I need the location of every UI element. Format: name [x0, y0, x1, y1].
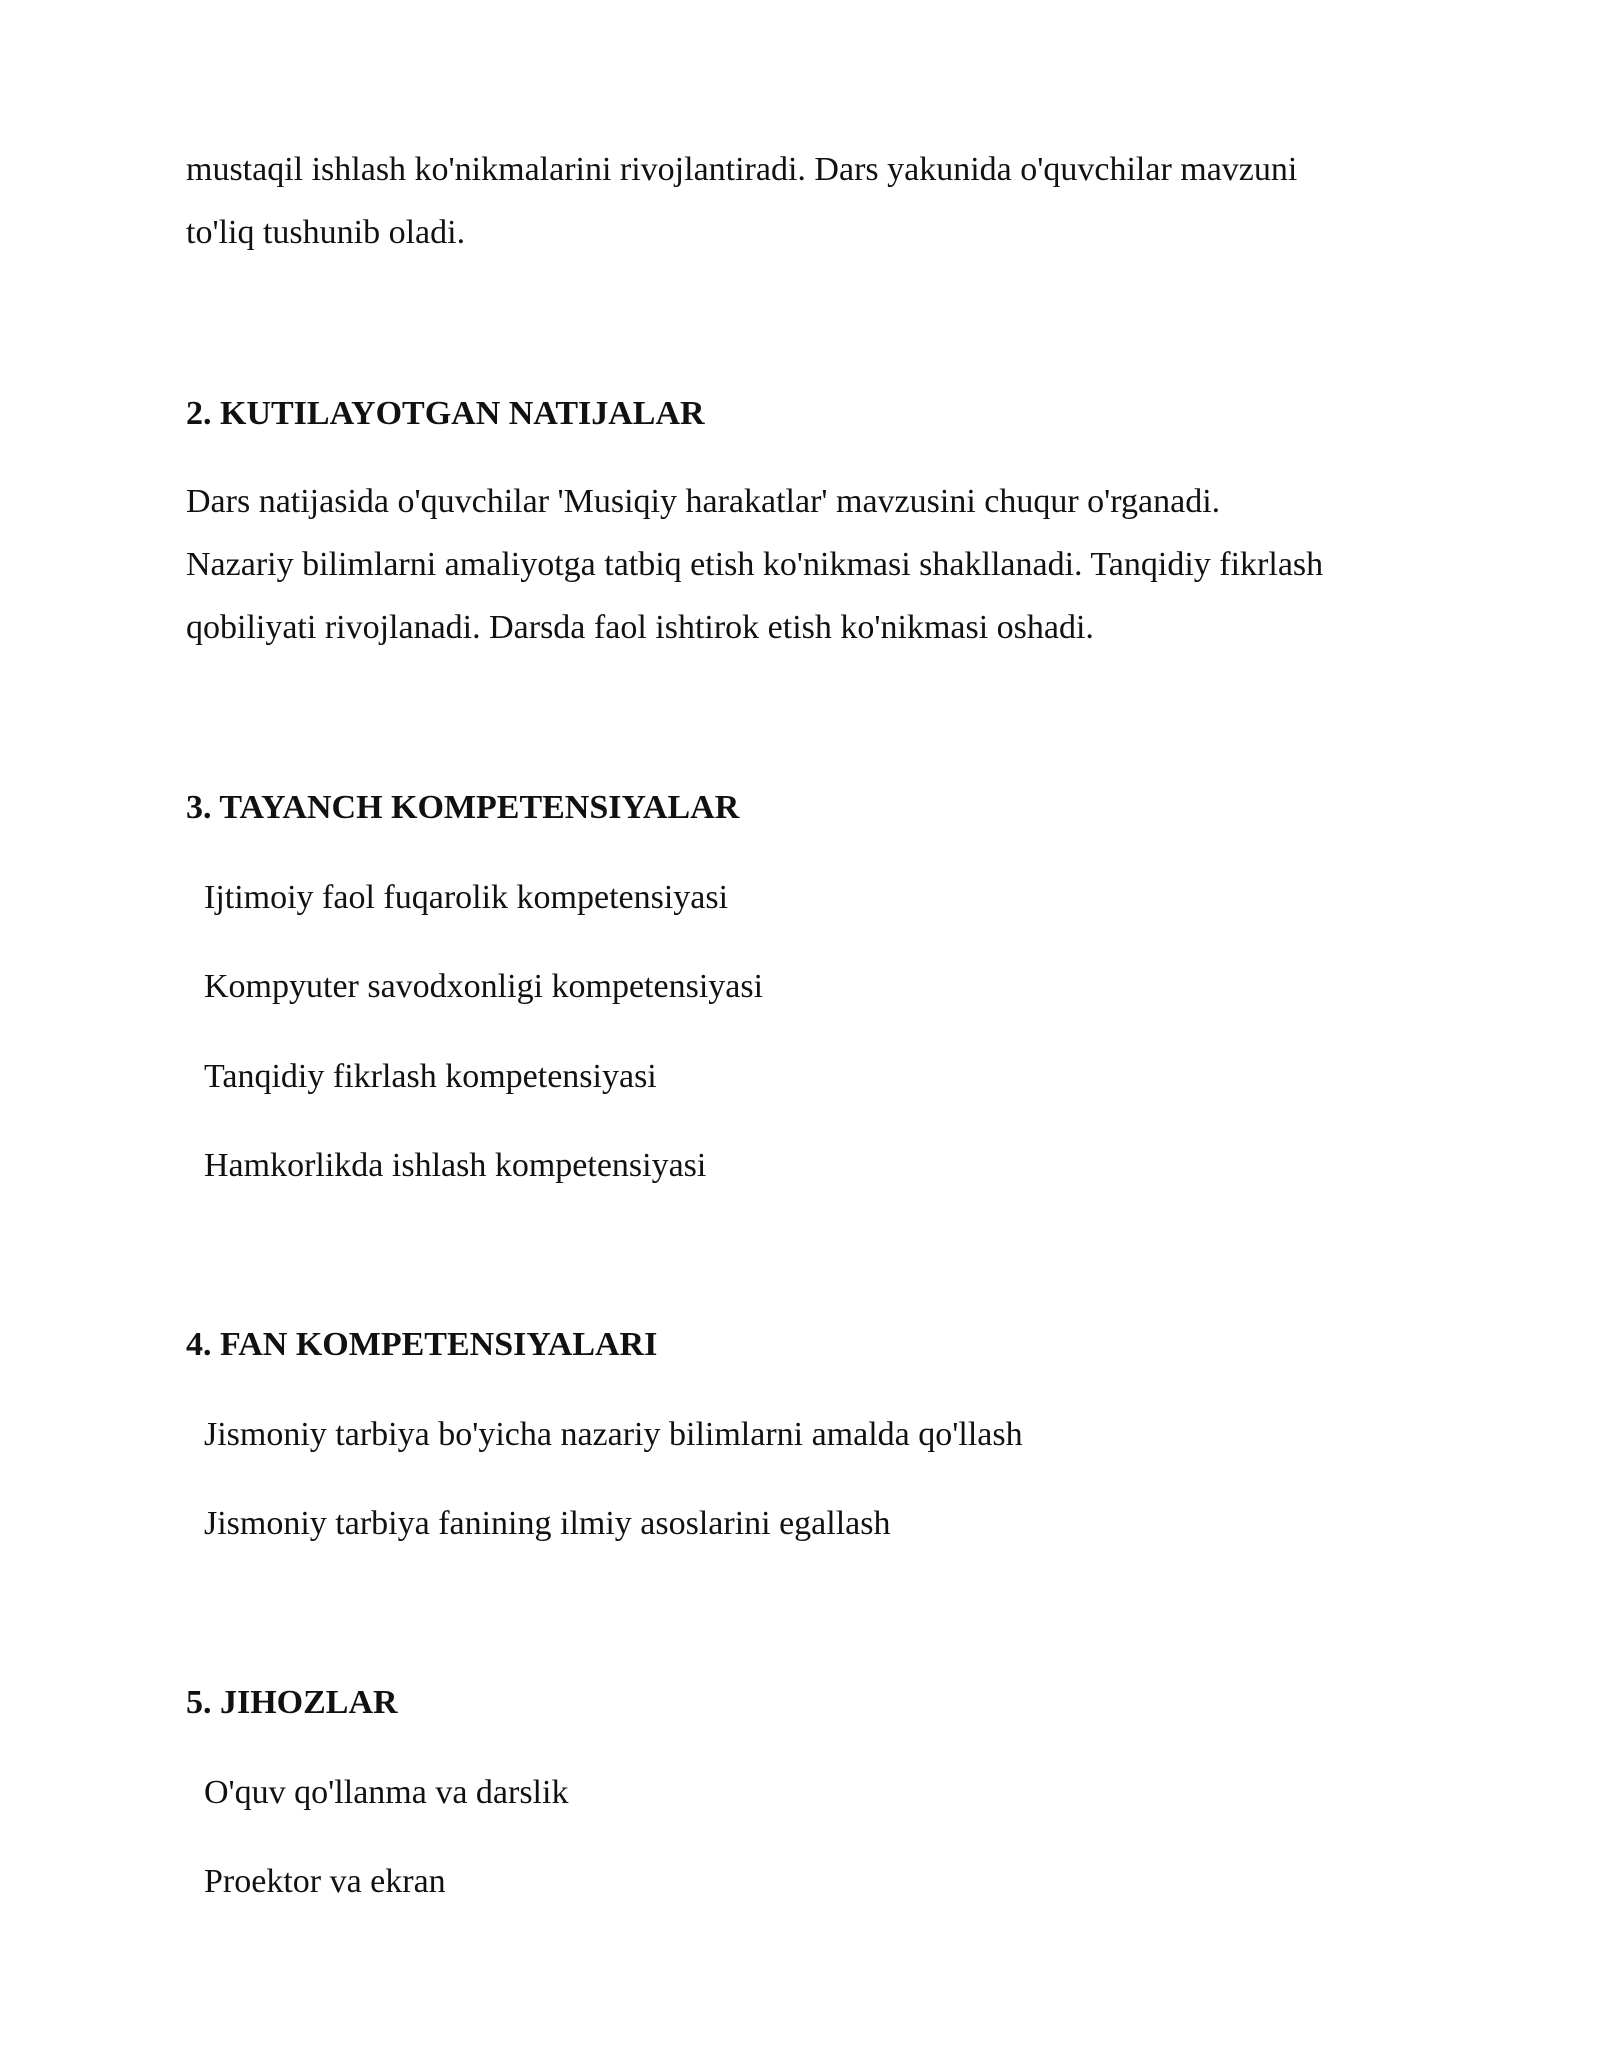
section-heading-natijalar: 2. KUTILAYOTGAN NATIJALAR — [186, 395, 705, 432]
natijalar-paragraph — [186, 470, 1466, 659]
intro-paragraph — [186, 138, 1466, 264]
section-heading-fan: 4. FAN KOMPETENSIYALARI — [186, 1326, 658, 1363]
natijalar-line-3: qobiliyati rivojlanadi. Darsda faol ishtirok etish ko'nikmasi oshadi. — [186, 609, 1094, 646]
list-item: Tanqidiy fikrlash kompetensiyasi — [204, 1058, 657, 1095]
list-item: Hamkorlikda ishlash kompetensiyasi — [204, 1147, 707, 1184]
list-item: Jismoniy tarbiya bo'yicha nazariy bilimlarni amalda qo'llash — [204, 1416, 1023, 1453]
section-heading-tayanch: 3. TAYANCH KOMPETENSIYALAR — [186, 789, 740, 826]
list-item: Kompyuter savodxonligi kompetensiyasi — [204, 968, 764, 1005]
list-item: Proektor va ekran — [204, 1863, 446, 1900]
list-item: O'quv qo'llanma va darslik — [204, 1774, 569, 1811]
list-item: Ijtimoiy faol fuqarolik kompetensiyasi — [204, 879, 729, 916]
intro-line-1: mustaqil ishlash ko'nikmalarini rivojlantiradi. Dars yakunida o'quvchilar mavzuni — [186, 151, 1298, 188]
natijalar-line-1: Dars natijasida o'quvchilar 'Musiqiy harakatlar' mavzusini chuqur o'rganadi. — [186, 483, 1221, 520]
natijalar-line-2: Nazariy bilimlarni amaliyotga tatbiq etish ko'nikmasi shakllanadi. Tanqidiy fikrlash — [186, 546, 1324, 583]
list-item: Jismoniy tarbiya fanining ilmiy asoslarini egallash — [204, 1505, 891, 1542]
intro-line-2: to'liq tushunib oladi. — [186, 214, 466, 251]
section-heading-jihozlar: 5. JIHOZLAR — [186, 1684, 398, 1721]
